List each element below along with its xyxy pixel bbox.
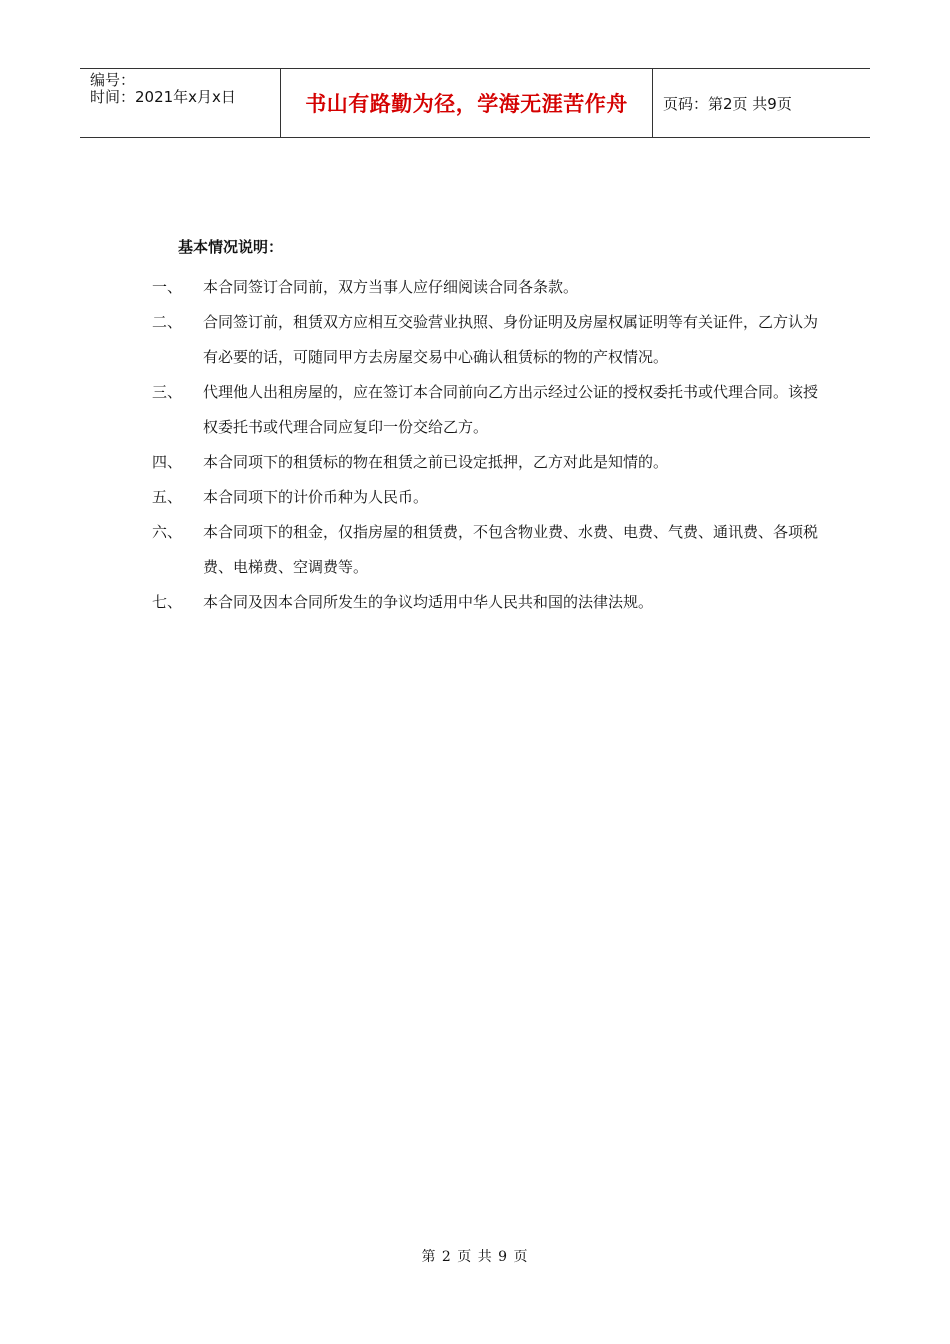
page-header xyxy=(80,68,870,138)
clause-text: 本合同签订合同前，双方当事人应仔细阅读合同各条款。 xyxy=(203,278,579,296)
clause-text: 本合同项下的租赁标的物在租赁之前已设定抵押，乙方对此是知情的。 xyxy=(203,453,669,471)
clause-number: 四、 xyxy=(152,453,183,471)
clause-item xyxy=(152,375,832,445)
clause-list xyxy=(152,270,832,620)
clause-text: 本合同项下的计价币种为人民币。 xyxy=(203,488,429,506)
clause-item xyxy=(152,585,832,620)
header-motto: 书山有路勤为径，学海无涯苦作舟 xyxy=(281,69,653,137)
clause-number: 五、 xyxy=(152,488,183,506)
page-footer: 第 2 页 共 9 页 xyxy=(421,1249,529,1265)
clause-number: 六、 xyxy=(152,523,183,541)
clause-number: 二、 xyxy=(152,313,183,331)
clause-item xyxy=(152,515,832,585)
header-page-info: 页码：第2页 共9页 xyxy=(663,94,792,113)
clause-item xyxy=(152,305,832,375)
document-number-label: 编号： xyxy=(90,71,136,89)
section-heading: 基本情况说明： xyxy=(178,238,284,256)
clause-number: 三、 xyxy=(152,383,183,401)
header-meta xyxy=(80,69,281,137)
clause-text: 代理他人出租房屋的，应在签订本合同前向乙方出示经过公证的授权委托书或代理合同。该授权委托书或代理合同应复印一份交给乙方。 xyxy=(203,383,819,436)
clause-item xyxy=(152,270,832,305)
clause-item xyxy=(152,480,832,515)
clause-text: 合同签订前，租赁双方应相互交验营业执照、身份证明及房屋权属证明等有关证件，乙方认为有必要的话，可随同甲方去房屋交易中心确认租赁标的物的产权情况。 xyxy=(203,313,819,366)
clause-item xyxy=(152,445,832,480)
clause-text: 本合同项下的租金，仅指房屋的租赁费，不包含物业费、水费、电费、气费、通讯费、各项税费、电梯费、空调费等。 xyxy=(203,523,819,576)
clause-text: 本合同及因本合同所发生的争议均适用中华人民共和国的法律法规。 xyxy=(203,593,654,611)
document-date: 时间：2021年x月x日 xyxy=(90,88,236,106)
clause-number: 七、 xyxy=(152,593,183,611)
clause-number: 一、 xyxy=(152,278,183,296)
